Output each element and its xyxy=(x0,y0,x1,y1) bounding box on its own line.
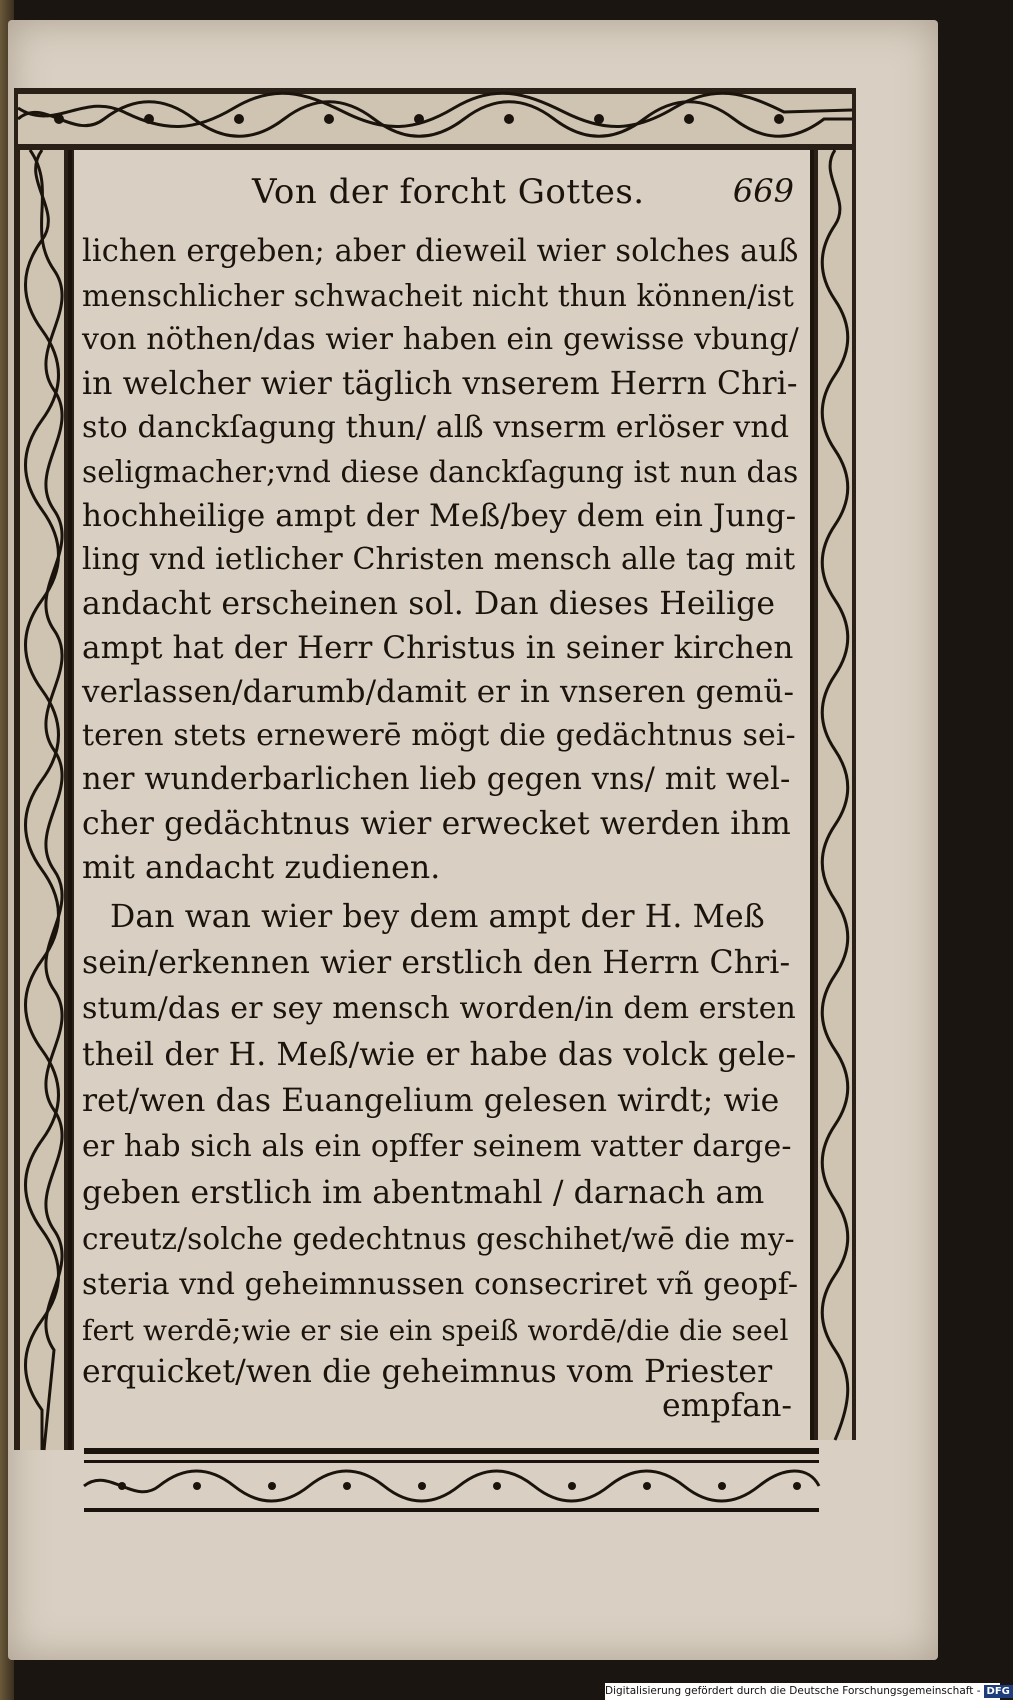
digitization-credit xyxy=(605,1683,1010,1700)
ornament-column-left xyxy=(14,150,74,1450)
text-line: erquicket/wen die geheimnus vom Priester xyxy=(82,1354,773,1390)
text-line: ret/wen das Euangelium gelesen wirdt; wie xyxy=(82,1083,780,1119)
text-line: ner wunderbarlichen lieb gegen vns/ mit wel- xyxy=(82,762,791,797)
text-line: er hab sich als ein opffer seinem vatter darge- xyxy=(82,1129,792,1164)
dfg-logo: DFG xyxy=(984,1685,1013,1698)
text-line: steria vnd geheimnussen consecriret vñ geopf- xyxy=(82,1267,799,1302)
ornament-band-top xyxy=(14,88,856,150)
text-line: in welcher wier täglich vnserem Herrn Chri- xyxy=(82,366,798,402)
text-line: ampt hat der Herr Christus in seiner kirchen xyxy=(82,630,794,666)
text-line: sein/erkennen wier erstlich den Herrn Chri- xyxy=(82,945,791,981)
text-line: teren stets ernewerē mögt die gedächtnus sei- xyxy=(82,718,796,753)
page-text xyxy=(82,160,800,1424)
catchword: empfan- xyxy=(661,1388,792,1424)
text-line: seligmacher;vnd diese danckſagung ist nun das xyxy=(82,455,799,489)
text-line: fert werdē;wie er sie ein speiß wordē/die die seel xyxy=(82,1314,789,1347)
text-line: andacht erscheinen sol. Dan dieses Heilige xyxy=(82,586,776,622)
text-line: creutz/solche gedechtnus geschihet/wē die my- xyxy=(82,1222,795,1256)
text-line: ling vnd ietlicher Christen mensch alle tag mit xyxy=(82,542,796,577)
text-line: geben erstlich im abentmahl / darnach am xyxy=(82,1175,765,1211)
text-line: sto danckſagung thun/ alß vnserm erlöser vnd xyxy=(82,410,790,445)
credit-text: Digitalisierung gefördert durch die Deutsche Forschungsgemeinschaft - xyxy=(605,1685,981,1697)
paragraph-start-line: Dan wan wier bey dem ampt der H. Meß xyxy=(110,899,765,935)
text-line: menschlicher schwacheit nicht thun können/ist xyxy=(82,279,794,313)
text-line: stum/das er sey mensch worden/in dem ersten xyxy=(82,991,796,1026)
text-line: verlassen/darumb/damit er in vnseren gemü- xyxy=(82,674,795,710)
text-line: mit andacht zudienen. xyxy=(82,850,441,886)
ornament-band-bottom xyxy=(84,1448,819,1518)
text-line: hochheilige ampt der Meß/bey dem ein Jung- xyxy=(82,498,797,534)
ornament-column-right xyxy=(810,150,856,1440)
text-line: lichen ergeben; aber dieweil wier solches auß xyxy=(82,234,799,269)
page-number: 669 xyxy=(732,172,794,210)
running-title: Von der forcht Gottes. xyxy=(252,172,645,212)
page-header xyxy=(82,172,800,222)
text-line: theil der H. Meß/wie er habe das volck gele- xyxy=(82,1037,797,1073)
text-line: cher gedächtnus wier erwecket werden ihm xyxy=(82,806,791,842)
text-line: von nöthen/das wier haben ein gewisse vbung/ xyxy=(82,322,799,357)
